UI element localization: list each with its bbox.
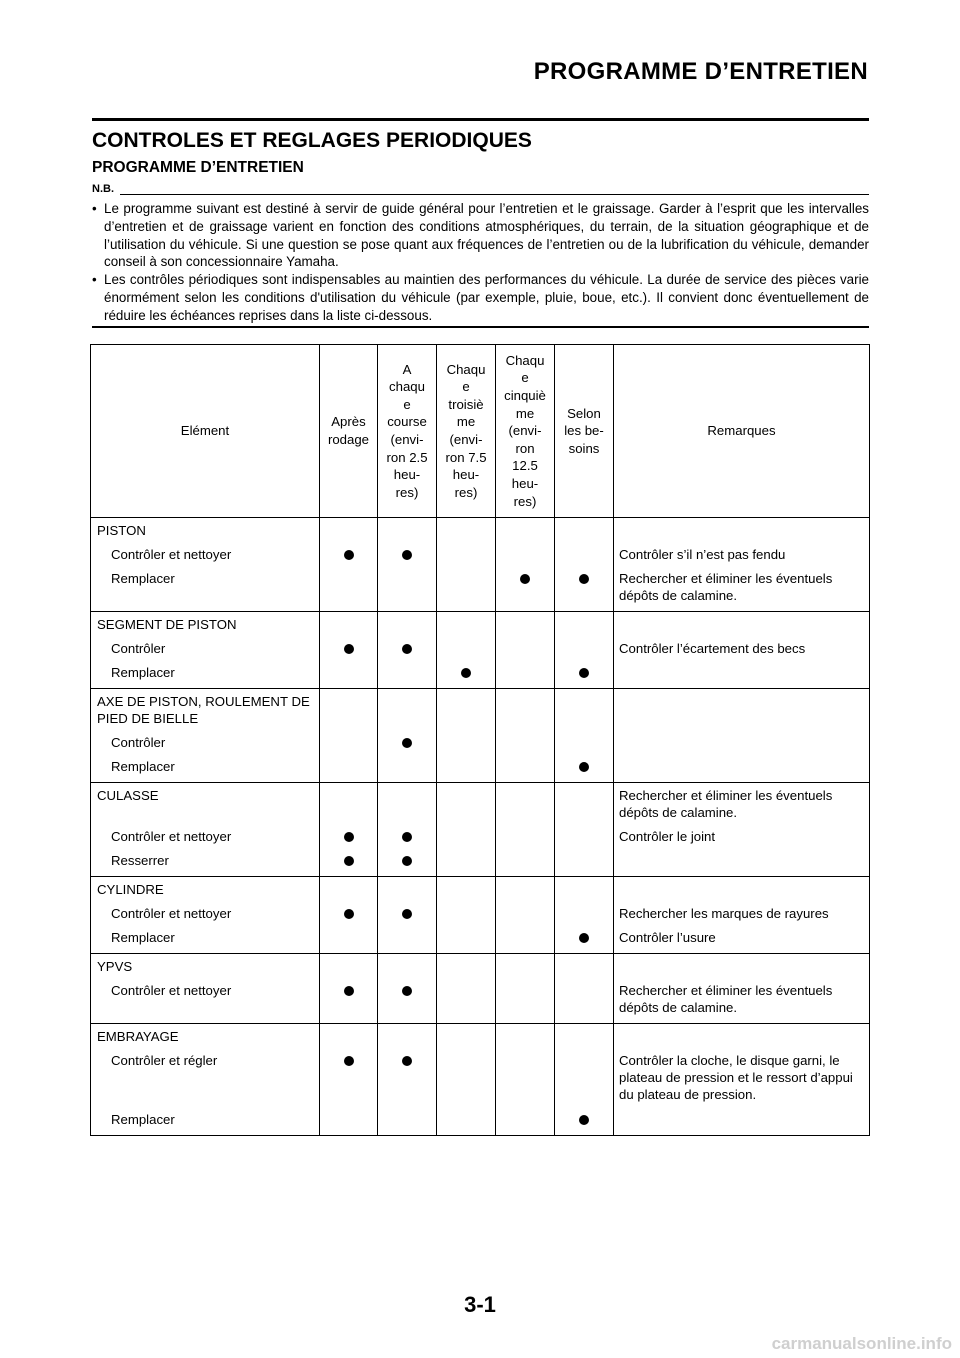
remarks-cell (614, 877, 870, 954)
group-name: PISTON (97, 523, 146, 538)
remark-text (614, 660, 869, 684)
table-row (91, 612, 870, 689)
interval-cell-every-fifth (496, 1024, 555, 1136)
operation-label: Resserrer (111, 853, 169, 868)
operation-label: Contrôler et nettoyer (111, 906, 232, 921)
header-as-required: Selon les be- soins (555, 345, 614, 518)
remark-text: Contrôler l’usure (619, 930, 716, 945)
operation-label: Contrôler et nettoyer (111, 983, 232, 998)
operation-label: Remplacer (111, 665, 175, 680)
interval-cell-every-race (378, 954, 437, 1024)
remark-text: Contrôler le joint (619, 829, 716, 844)
interval-cell-as-required (555, 877, 614, 954)
remarks-cell (614, 689, 870, 783)
interval-cell-after-break-in (320, 518, 378, 612)
header-every-third: Chaqu e troisiè me (envi- ron 7.5 heu- res) (437, 345, 496, 518)
interval-cell-as-required (555, 1024, 614, 1136)
operation-label: Contrôler et régler (111, 1053, 218, 1068)
note-rule (120, 194, 869, 195)
remark-text: Rechercher et éliminer les éventuels dépôts de calamine. (619, 983, 833, 1015)
remarks-cell (614, 1024, 870, 1136)
interval-cell-every-third (437, 612, 496, 689)
interval-cell-as-required (555, 689, 614, 783)
interval-cell-every-third (437, 689, 496, 783)
interval-cell-every-fifth (496, 518, 555, 612)
remark-text: Contrôler l’écartement des becs (619, 641, 806, 656)
check-dot-icon (344, 986, 354, 996)
header-every-race: A chaqu e course (envi- ron 2.5 heu- res) (378, 345, 437, 518)
interval-cell-every-fifth (496, 612, 555, 689)
check-dot-icon (344, 644, 354, 654)
header-rule (92, 118, 869, 121)
check-dot-icon (402, 909, 412, 919)
check-dot-icon (402, 738, 412, 748)
interval-cell-every-third (437, 954, 496, 1024)
element-cell (91, 1024, 320, 1136)
interval-cell-every-third (437, 518, 496, 612)
check-dot-icon (402, 550, 412, 560)
check-dot-icon (579, 574, 589, 584)
watermark: carmanualsonline.info (771, 1334, 952, 1353)
header-element: Elément (91, 345, 320, 518)
interval-cell-every-fifth (496, 877, 555, 954)
interval-cell-every-fifth (496, 954, 555, 1024)
table-header-row (91, 345, 870, 518)
check-dot-icon (579, 762, 589, 772)
interval-cell-every-fifth (496, 783, 555, 877)
note-header (92, 183, 869, 197)
table-row (91, 1024, 870, 1136)
interval-cell-every-race (378, 1024, 437, 1136)
operation-label: Contrôler (111, 641, 166, 656)
group-name: AXE DE PISTON, ROULEMENT DE PIED DE BIELLE (97, 694, 310, 726)
note-item (92, 200, 869, 271)
interval-cell-after-break-in (320, 1024, 378, 1136)
remark-text (614, 848, 869, 872)
interval-cell-after-break-in (320, 612, 378, 689)
remark-text: Contrôler s’il n’est pas fendu (619, 547, 786, 562)
header-every-fifth: Chaqu e cinquiè me (envi- ron 12.5 heu- res) (496, 345, 555, 518)
remarks-cell (614, 783, 870, 877)
operation-label: Remplacer (111, 571, 175, 586)
check-dot-icon (402, 1056, 412, 1066)
note-label: N.B. (92, 183, 114, 195)
interval-cell-every-third (437, 1024, 496, 1136)
check-dot-icon (520, 574, 530, 584)
check-dot-icon (461, 668, 471, 678)
element-cell (91, 783, 320, 877)
interval-cell-as-required (555, 612, 614, 689)
check-dot-icon (579, 933, 589, 943)
note-item (92, 271, 869, 324)
remark-text (614, 1107, 869, 1131)
note-list (92, 200, 869, 325)
table-row (91, 783, 870, 877)
page-number: 3-1 (464, 1292, 496, 1317)
remarks-cell (614, 954, 870, 1024)
element-cell (91, 518, 320, 612)
interval-cell-every-race (378, 518, 437, 612)
element-cell (91, 954, 320, 1024)
note-text: Le programme suivant est destiné à servir de guide général pour l’entretien et le graissage. Garder à l’esprit que les intervalles d’entretien et de graissage varient en fonction des conditions atmosphériques, du terrain, de la situation géographique et de l’utilisation du véhicule. Si une question se pose quant aux fréquences de l’entretien ou de la lubrification du véhicule, demander conseil à son concessionnaire Yamaha. (104, 201, 869, 270)
operation-label: Remplacer (111, 930, 175, 945)
check-dot-icon (344, 1056, 354, 1066)
group-name: CULASSE (97, 788, 159, 803)
table-row (91, 877, 870, 954)
group-name: SEGMENT DE PISTON (97, 617, 237, 632)
interval-cell-every-race (378, 877, 437, 954)
remarks-cell (614, 518, 870, 612)
interval-cell-every-third (437, 783, 496, 877)
note-end-rule (92, 326, 869, 328)
interval-cell-after-break-in (320, 689, 378, 783)
bullet-icon: • (92, 272, 97, 288)
element-cell (91, 877, 320, 954)
check-dot-icon (402, 856, 412, 866)
header-after-break-in: Après rodage (320, 345, 378, 518)
interval-cell-every-race (378, 612, 437, 689)
subsection-title: PROGRAMME D’ENTRETIEN (92, 159, 304, 176)
check-dot-icon (402, 832, 412, 842)
interval-cell-after-break-in (320, 877, 378, 954)
group-name: CYLINDRE (97, 882, 164, 897)
remarks-cell (614, 612, 870, 689)
check-dot-icon (344, 856, 354, 866)
note-text: Les contrôles périodiques sont indispensables au maintien des performances du véhicule. La durée de service des pièces varie énormément selon les conditions d'utilisation du véhicule (par exemple, pluie, boue, etc.). Il convient donc éventuellement de réduire les échéances reprises dans la liste ci-dessous. (104, 272, 869, 323)
operation-label: Remplacer (111, 759, 175, 774)
maintenance-table (90, 344, 870, 1136)
interval-cell-as-required (555, 518, 614, 612)
check-dot-icon (402, 644, 412, 654)
interval-cell-every-fifth (496, 689, 555, 783)
table-row (91, 689, 870, 783)
remark-text (614, 754, 869, 778)
operation-label: Contrôler et nettoyer (111, 547, 232, 562)
interval-cell-every-race (378, 783, 437, 877)
check-dot-icon (344, 550, 354, 560)
check-dot-icon (344, 909, 354, 919)
interval-cell-after-break-in (320, 783, 378, 877)
check-dot-icon (579, 1115, 589, 1125)
operation-label: Contrôler (111, 735, 166, 750)
remark-text: Contrôler la cloche, le disque garni, le plateau de pression et le ressort d’appui du plateau de pression. (619, 1053, 853, 1102)
table-row (91, 518, 870, 612)
page-header-title: PROGRAMME D’ENTRETIEN (533, 58, 868, 85)
check-dot-icon (579, 668, 589, 678)
section-title: CONTROLES ET REGLAGES PERIODIQUES (92, 129, 532, 152)
remark-text (614, 730, 869, 754)
table-row (91, 954, 870, 1024)
interval-cell-every-third (437, 877, 496, 954)
check-dot-icon (402, 986, 412, 996)
remark-text: Rechercher les marques de rayures (619, 906, 829, 921)
operation-label: Contrôler et nettoyer (111, 829, 232, 844)
group-name: EMBRAYAGE (97, 1029, 179, 1044)
group-remark: Rechercher et éliminer les éventuels dépôts de calamine. (619, 788, 833, 820)
operation-label: Remplacer (111, 1112, 175, 1127)
check-dot-icon (344, 832, 354, 842)
interval-cell-as-required (555, 954, 614, 1024)
header-remarks: Remarques (614, 345, 870, 518)
interval-cell-after-break-in (320, 954, 378, 1024)
group-name: YPVS (97, 959, 133, 974)
interval-cell-as-required (555, 783, 614, 877)
bullet-icon: • (92, 201, 97, 216)
remark-text: Rechercher et éliminer les éventuels dépôts de calamine. (619, 571, 833, 603)
interval-cell-every-race (378, 689, 437, 783)
element-cell (91, 612, 320, 689)
element-cell (91, 689, 320, 783)
